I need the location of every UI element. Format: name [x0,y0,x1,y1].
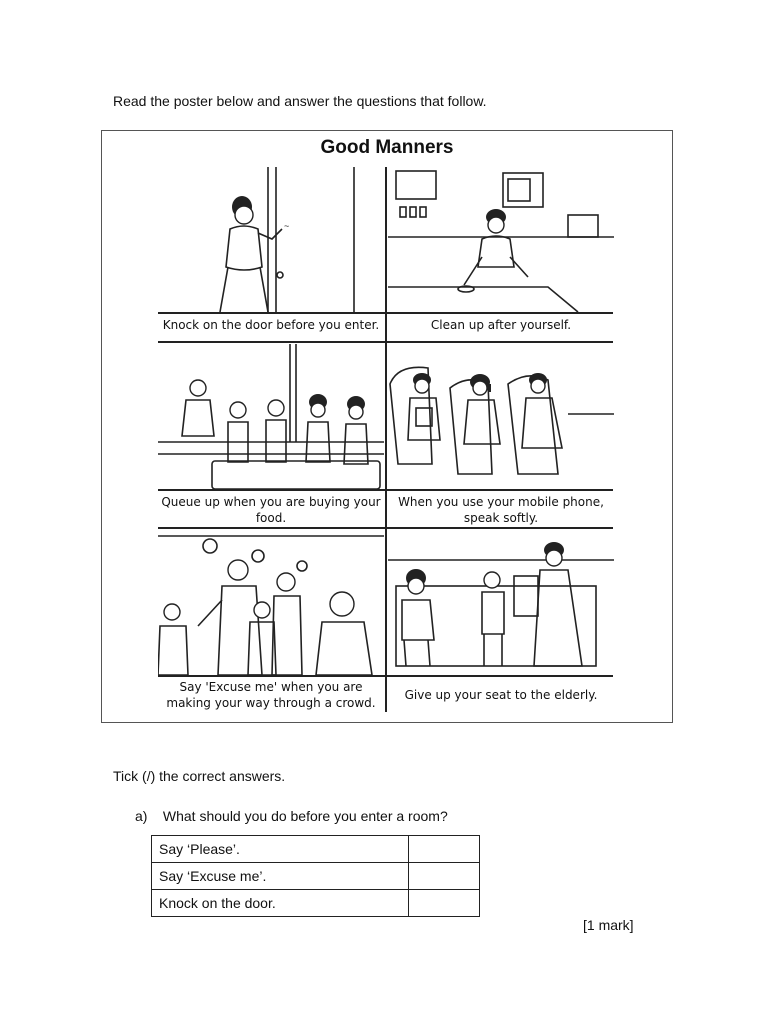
intro-text: Read the poster below and answer the questions that follow. [113,93,487,109]
question-text: What should you do before you enter a room? [162,808,448,824]
illustration-clean-up [388,167,614,312]
caption-mobile-phone: When you use your mobile phone, speak softly. [398,495,604,525]
answer-option: Say ‘Please’. [152,836,409,863]
illustration-knock-door [158,167,384,312]
mark-allocation: [1 mark] [583,917,634,933]
caption-knock-door: Knock on the door before you enter. [162,318,380,332]
question-a [135,808,448,824]
svg-text:~: ~ [284,221,290,231]
tick-box[interactable] [409,890,480,917]
panel-divider-row2 [158,489,613,491]
panel-divider-row1-bottom [158,341,613,343]
illustration-mobile-phone [388,344,614,489]
tick-box[interactable] [409,863,480,890]
panel-divider-row1 [158,312,613,314]
answer-row [152,863,480,890]
caption-queue-food: Queue up when you are buying your food. [161,495,381,525]
panel-divider-row3 [158,675,613,677]
answer-option: Knock on the door. [152,890,409,917]
good-manners-poster [101,130,673,723]
caption-give-up-seat: Give up your seat to the elderly. [404,688,598,702]
answer-option: Say ‘Excuse me’. [152,863,409,890]
question-label: a) [135,808,148,824]
illustration-excuse-me-crowd [158,530,384,675]
caption-excuse-me-crowd: Say 'Excuse me' when you are making your way through a crowd. [166,680,376,710]
answer-row [152,836,480,863]
caption-clean-up: Clean up after yourself. [430,318,572,332]
instruction-text: Tick (/) the correct answers. [113,768,286,784]
answer-row [152,890,480,917]
illustration-give-up-seat [388,530,614,675]
panel-divider-row2-bottom [158,527,613,529]
illustration-queue-food [158,344,384,489]
tick-box[interactable] [409,836,480,863]
answer-table [151,835,480,917]
panel-divider-vertical [385,167,387,712]
poster-title: Good Manners [320,137,454,158]
